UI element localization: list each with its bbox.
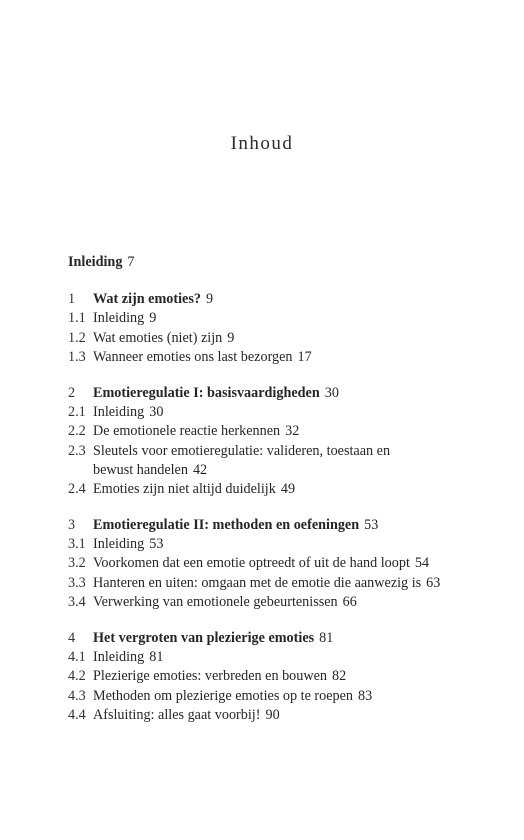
section-title: Inleiding: [93, 310, 145, 327]
toc-chapter-heading: [68, 384, 508, 403]
toc-page-number: 53: [364, 517, 379, 534]
section-number: 2.3: [68, 442, 86, 459]
section-title: Afsluiting: alles gaat voorbij!: [93, 706, 261, 723]
toc-page-number: 49: [280, 480, 296, 497]
section-number: 4.3: [68, 687, 86, 704]
toc-section: [68, 535, 508, 554]
toc-section: [68, 554, 508, 573]
toc-section: [68, 403, 508, 422]
toc-section: [68, 348, 508, 367]
table-of-contents: [68, 253, 508, 742]
toc-page-number: 66: [342, 593, 357, 610]
toc-page-number: 32: [285, 423, 300, 440]
toc-chapter-1: [68, 290, 508, 367]
section-title-continued: bewust handelen: [93, 461, 188, 478]
section-number: 2.4: [68, 480, 86, 497]
toc-section: [68, 574, 508, 593]
section-title: Wanneer emoties ons last bezorgen: [93, 348, 293, 365]
toc-page-number: 53: [149, 536, 164, 553]
section-number: 3.4: [68, 593, 86, 610]
section-title: De emotionele reactie herkennen: [93, 423, 281, 440]
toc-page-number: 54: [414, 555, 430, 572]
section-title: Sleutels voor emotieregulatie: valideren, toestaan en: [93, 442, 391, 459]
section-number: 3.2: [68, 555, 86, 572]
section-number: 1.2: [68, 329, 86, 346]
toc-page-number: 83: [358, 687, 373, 704]
section-title: Plezierige emoties: verbreden en bouwen: [93, 668, 328, 685]
toc-chapter-heading: [68, 629, 508, 648]
toc-section: [68, 422, 508, 441]
toc-chapter-4: [68, 629, 508, 725]
toc-section: [68, 706, 508, 725]
section-number: 3.3: [68, 574, 86, 591]
section-title: Inleiding: [93, 404, 145, 421]
section-title: Verwerking van emotionele gebeurtenissen: [93, 593, 338, 610]
toc-page-number: 81: [149, 649, 164, 666]
toc-section: [68, 480, 508, 499]
section-number: 4.1: [68, 649, 86, 666]
toc-chapter-3: [68, 516, 508, 612]
toc-page-number: 30: [324, 384, 339, 401]
section-title: Inleiding: [93, 649, 145, 666]
toc-page-number: 9: [149, 310, 157, 327]
section-title: Methoden om plezierige emoties op te roepen: [93, 687, 354, 704]
chapter-number: 1: [68, 291, 76, 308]
toc-page-number: 42: [192, 461, 208, 478]
toc-page-number: 9: [205, 291, 214, 308]
section-title: Hanteren en uiten: omgaan met de emotie die aanwezig is: [93, 574, 422, 591]
section-title: Emoties zijn niet altijd duidelijk: [93, 480, 276, 497]
toc-page-number: 17: [297, 348, 312, 365]
toc-section: [68, 442, 508, 461]
section-title: Inleiding: [93, 536, 145, 553]
chapter-number: 3: [68, 517, 76, 534]
section-number: 1.3: [68, 348, 86, 365]
toc-page-number: 7: [127, 254, 135, 270]
chapter-title: Wat zijn emoties?: [93, 291, 201, 308]
toc-page-number: 63: [426, 574, 441, 591]
toc-entry-title: Inleiding: [68, 254, 123, 270]
chapter-number: 4: [68, 630, 76, 646]
toc-section: [68, 687, 508, 706]
toc-page-number: 82: [332, 668, 347, 685]
section-number: 4.2: [68, 668, 86, 685]
toc-section-continuation: [68, 461, 508, 480]
page-title: Inhoud: [230, 133, 294, 154]
chapter-title: Het vergroten van plezierige emoties: [93, 630, 315, 646]
toc-section: [68, 593, 508, 612]
toc-page-number: 81: [319, 630, 334, 646]
toc-page-number: 30: [149, 404, 164, 421]
toc-chapter-heading: [68, 516, 508, 535]
section-number: 4.4: [68, 706, 86, 723]
toc-chapter-heading: [68, 290, 508, 309]
section-number: 2.1: [68, 404, 86, 421]
chapter-number: 2: [68, 384, 76, 401]
toc-section: [68, 667, 508, 686]
toc-chapter-2: [68, 384, 508, 499]
toc-entry-intro: [68, 253, 508, 272]
toc-section: [68, 309, 508, 328]
chapter-title: Emotieregulatie I: basisvaardigheden: [93, 384, 320, 401]
chapter-title: Emotieregulatie II: methoden en oefeningen: [93, 517, 360, 534]
toc-section: [68, 329, 508, 348]
section-number: 1.1: [68, 310, 86, 327]
toc-section: [68, 648, 508, 667]
section-number: 2.2: [68, 423, 86, 440]
toc-page-number: 9: [227, 329, 235, 346]
toc-page-number: 90: [265, 706, 280, 723]
section-title: Voorkomen dat een emotie optreedt of uit de hand loopt: [93, 555, 410, 572]
section-number: 3.1: [68, 536, 86, 553]
section-title: Wat emoties (niet) zijn: [93, 329, 223, 346]
